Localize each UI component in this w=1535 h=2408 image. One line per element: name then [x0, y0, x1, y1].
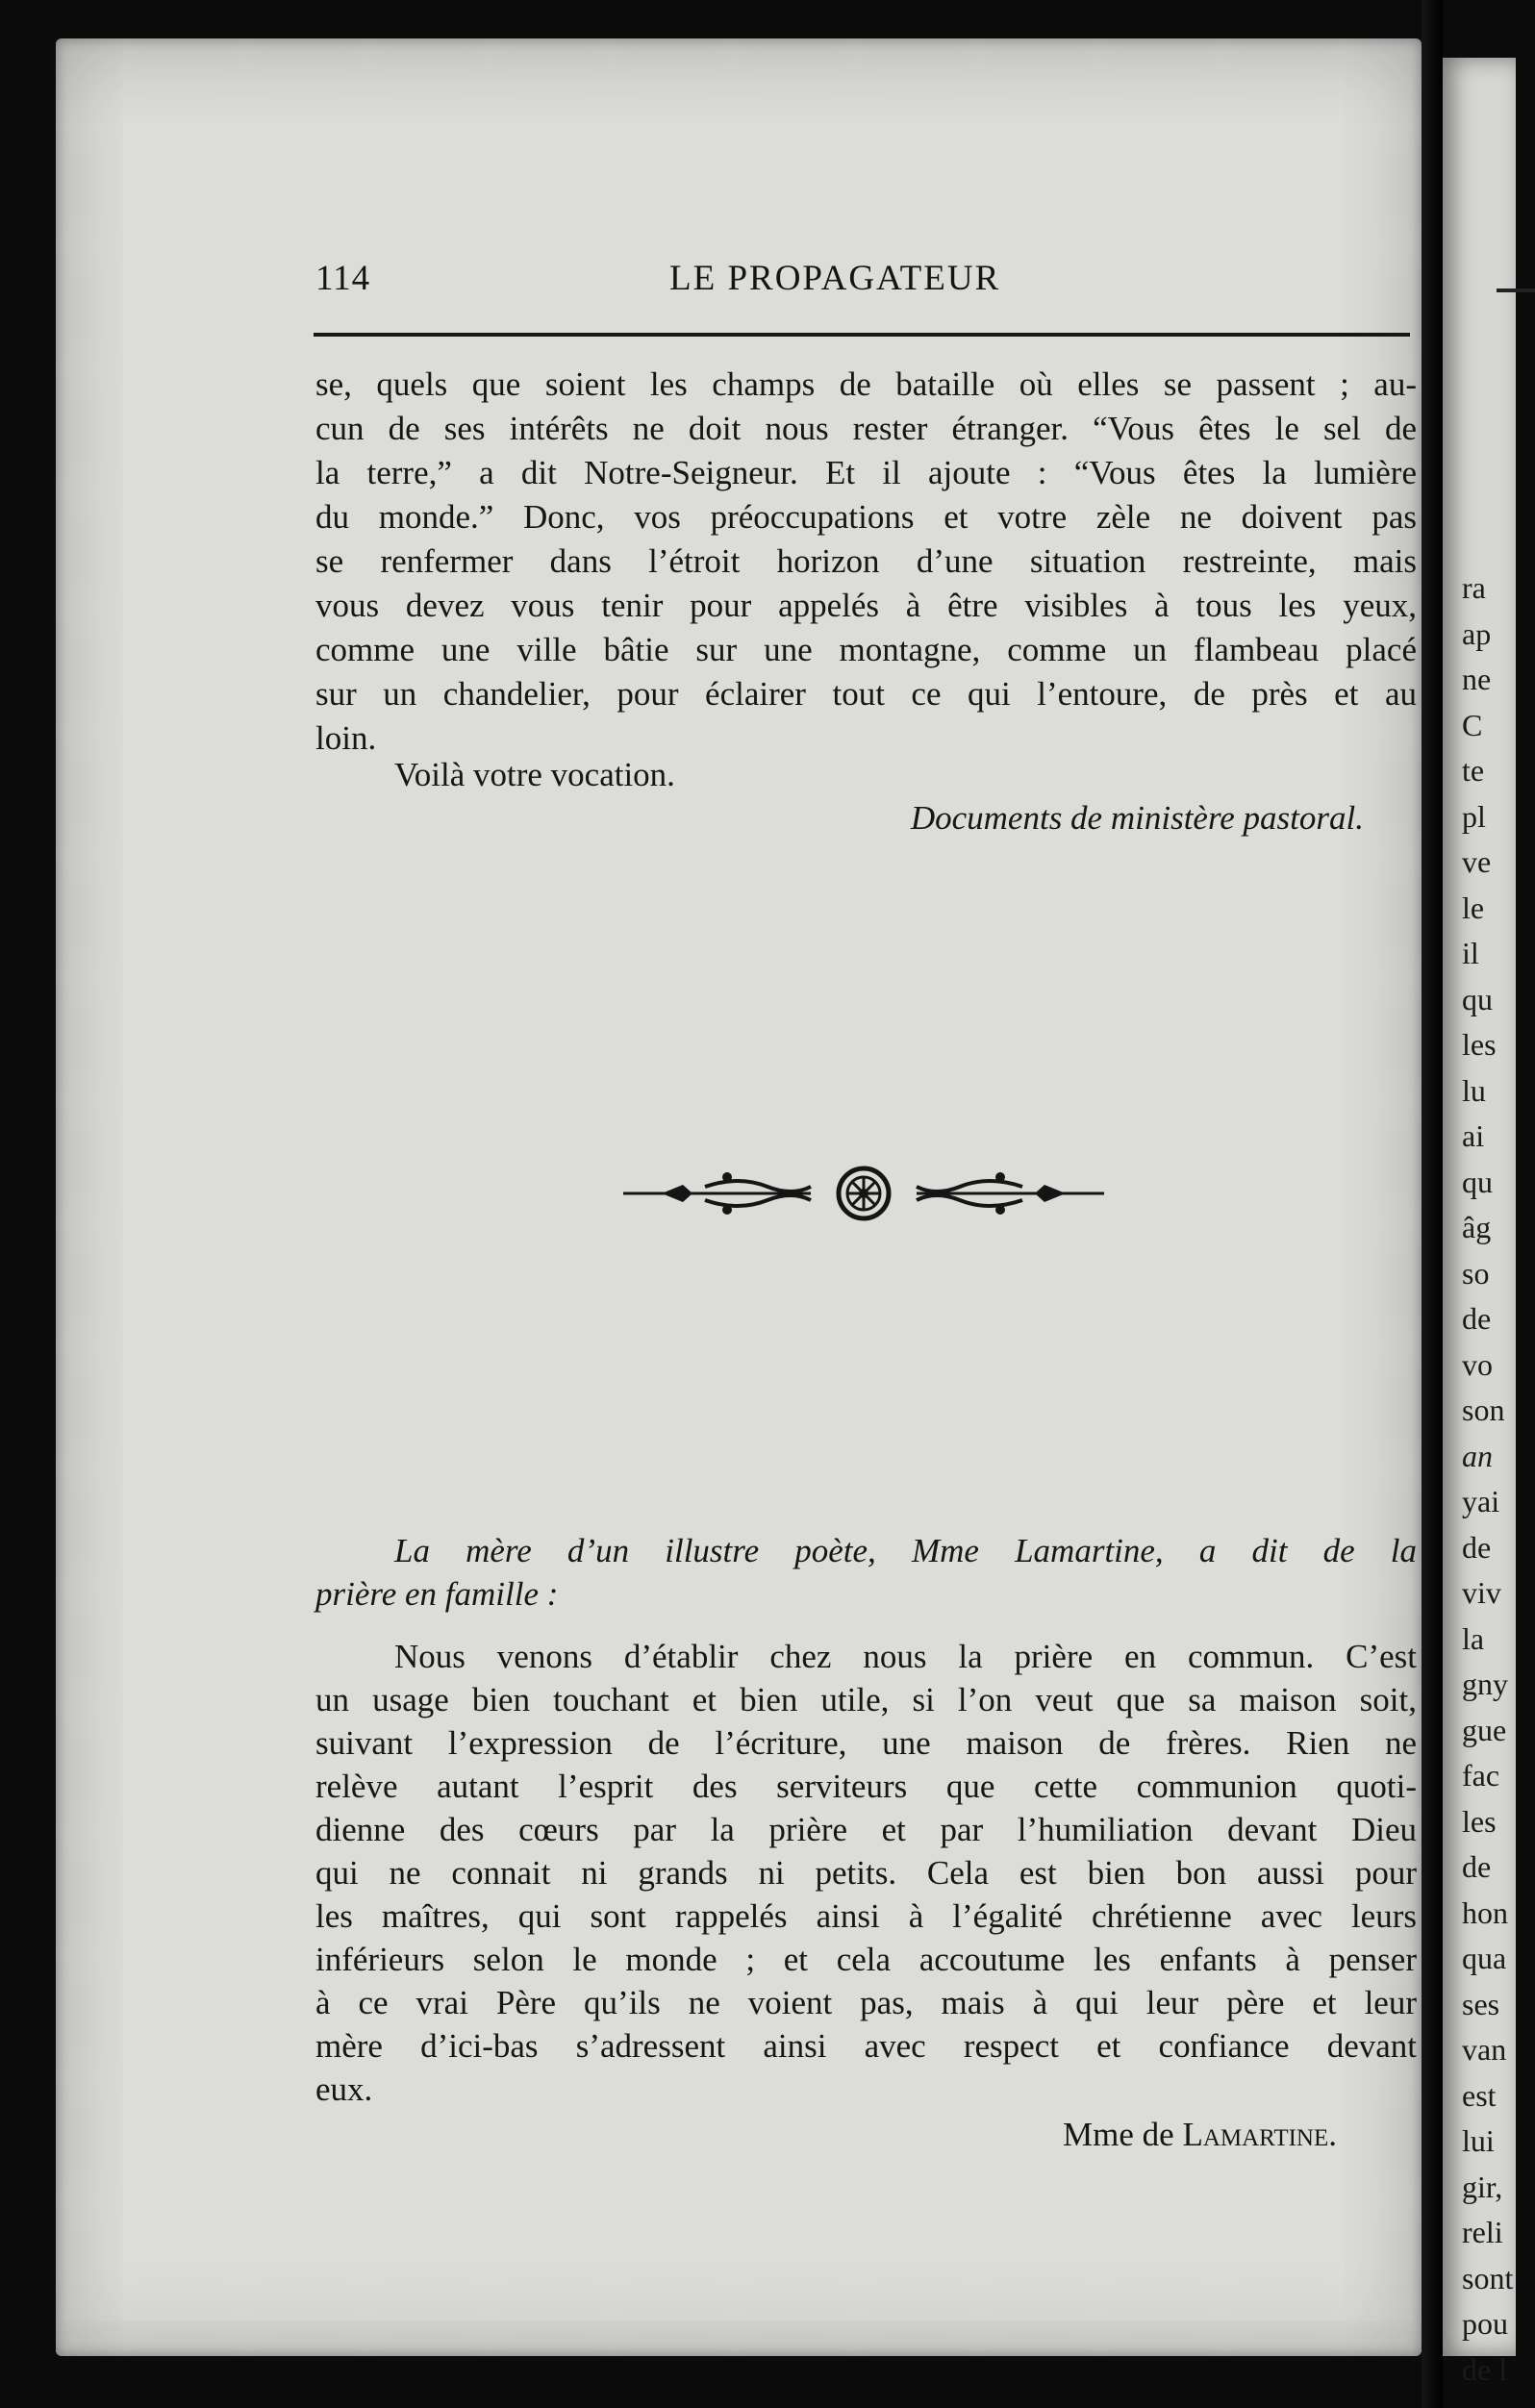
text-line: Nous venons d’établir chez nous la prière en commun. C’est — [394, 1638, 1417, 1675]
header-rule — [314, 333, 1410, 337]
text-line: du monde.” Donc, vos préoccupations et votre zèle ne doivent pas — [315, 498, 1417, 536]
text-line: inférieurs selon le monde ; et cela accoutume les enfants à penser — [315, 1941, 1417, 1978]
next-page-line-fragment: viv — [1462, 1575, 1501, 1610]
text-line: vous devez vous tenir pour appelés à être visibles à tous les yeux, — [315, 587, 1417, 624]
author-name: Lamartine. — [1182, 2116, 1337, 2153]
page-number: 114 — [315, 259, 371, 298]
next-page-line-fragment: te — [1462, 753, 1485, 788]
running-title: LE PROPAGATEUR — [669, 259, 1001, 298]
next-page-line-fragment: gny — [1462, 1667, 1508, 1701]
ornament-divider-icon — [623, 1158, 1104, 1229]
next-page-line-fragment: les — [1462, 1803, 1497, 1839]
next-page-line-fragment: ra — [1462, 570, 1486, 605]
text-line: à ce vrai Père qu’ils ne voient pas, mais à qui leur père et leur — [315, 1984, 1417, 2021]
intro-line: prière en famille : — [315, 1575, 559, 1613]
next-page-line-fragment: lui — [1462, 2123, 1495, 2158]
next-page-line-fragment: C — [1462, 707, 1483, 742]
next-page-line-fragment: son — [1462, 1392, 1505, 1427]
next-page-lines — [1462, 565, 1513, 2393]
next-page-line-fragment: vo — [1462, 1346, 1493, 1382]
source-citation: Documents de ministère pastoral. — [910, 799, 1364, 837]
text-line: les maîtres, qui sont rappelés ainsi à l’égalité chrétienne avec leurs — [315, 1897, 1417, 1935]
next-page-line-fragment: gir, — [1462, 2169, 1503, 2204]
next-page-line-fragment: qu — [1462, 981, 1493, 1016]
next-page-line-fragment: de — [1462, 1849, 1492, 1884]
next-page-line-fragment: ses — [1462, 1986, 1500, 2021]
next-page-line-fragment: hon — [1462, 1894, 1508, 1930]
book-page — [56, 38, 1422, 2356]
intro-line: La mère d’un illustre poète, Mme Lamartine, a dit de la — [394, 1532, 1417, 1569]
text-line: mère d’ici-bas s’adressent ainsi avec respect et confiance devant — [315, 2027, 1417, 2065]
next-page-line-fragment: sont — [1462, 2260, 1514, 2295]
next-page-line-fragment: il — [1462, 936, 1479, 970]
text-line: se, quels que soient les champs de bataille où elles se passent ; au- — [315, 365, 1417, 403]
next-page-line-fragment: de l — [1462, 2351, 1508, 2387]
page-gutter — [1422, 0, 1443, 2408]
text-line: suivant l’expression de l’écriture, une maison de frères. Rien ne — [315, 1724, 1417, 1762]
next-page-line-fragment: yai — [1462, 1484, 1500, 1518]
next-page-line-fragment: ap — [1462, 615, 1492, 651]
next-page-line-fragment: ai — [1462, 1118, 1485, 1153]
next-page-rule — [1497, 288, 1535, 292]
text-line: se renfermer dans l’étroit horizon d’une situation restreinte, mais — [315, 542, 1417, 580]
author-prefix: Mme de — [1063, 2116, 1183, 2153]
author-signature — [921, 2113, 1337, 2157]
next-page-fragment — [1443, 58, 1516, 2387]
closing-line: Voilà votre vocation. — [394, 756, 675, 793]
text-line: la terre,” a dit Notre-Seigneur. Et il ajoute : “Vous êtes la lumière — [315, 454, 1417, 491]
next-page-line-fragment: la — [1462, 1620, 1485, 1656]
text-line: un usage bien touchant et bien utile, si l’on veut que sa maison soit, — [315, 1681, 1417, 1718]
text-line: cun de ses intérêts ne doit nous rester étranger. “Vous êtes le sel de — [315, 410, 1417, 447]
text-line: dienne des cœurs par la prière et par l’humiliation devant Dieu — [315, 1811, 1417, 1848]
next-page-line-fragment: so — [1462, 1255, 1490, 1291]
next-page-line-fragment: lu — [1462, 1072, 1486, 1108]
next-page-line-fragment: van — [1462, 2032, 1507, 2067]
text-line: sur un chandelier, pour éclairer tout ce qui l’entoure, de près et au — [315, 675, 1417, 713]
next-page-line-fragment: les — [1462, 1027, 1497, 1062]
next-page-line-fragment: an — [1462, 1438, 1493, 1473]
next-page-line-fragment: fac — [1462, 1758, 1500, 1793]
next-page-line-fragment: pou — [1462, 2306, 1508, 2341]
next-page-line-fragment: qu — [1462, 1164, 1493, 1199]
next-page-line-fragment: ne — [1462, 662, 1492, 696]
next-page-line-fragment: qua — [1462, 1941, 1507, 1975]
text-line: eux. — [315, 2070, 373, 2108]
next-page-line-fragment: âg — [1462, 1210, 1492, 1244]
text-line: loin. — [315, 719, 377, 757]
text-line: relève autant l’esprit des serviteurs que cette communion quoti- — [315, 1768, 1417, 1805]
next-page-line-fragment: est — [1462, 2077, 1497, 2113]
next-page-line-fragment: pl — [1462, 798, 1486, 834]
text-line: qui ne connait ni grands ni petits. Cela est bien bon aussi pour — [315, 1854, 1417, 1892]
next-page-line-fragment: de — [1462, 1301, 1492, 1336]
next-page-line-fragment: ve — [1462, 844, 1492, 879]
next-page-line-fragment: de — [1462, 1529, 1492, 1565]
next-page-line-fragment: le — [1462, 890, 1485, 925]
next-page-line-fragment: gue — [1462, 1712, 1507, 1747]
text-line: comme une ville bâtie sur une montagne, comme un flambeau placé — [315, 631, 1417, 668]
next-page-line-fragment: reli — [1462, 2215, 1503, 2249]
